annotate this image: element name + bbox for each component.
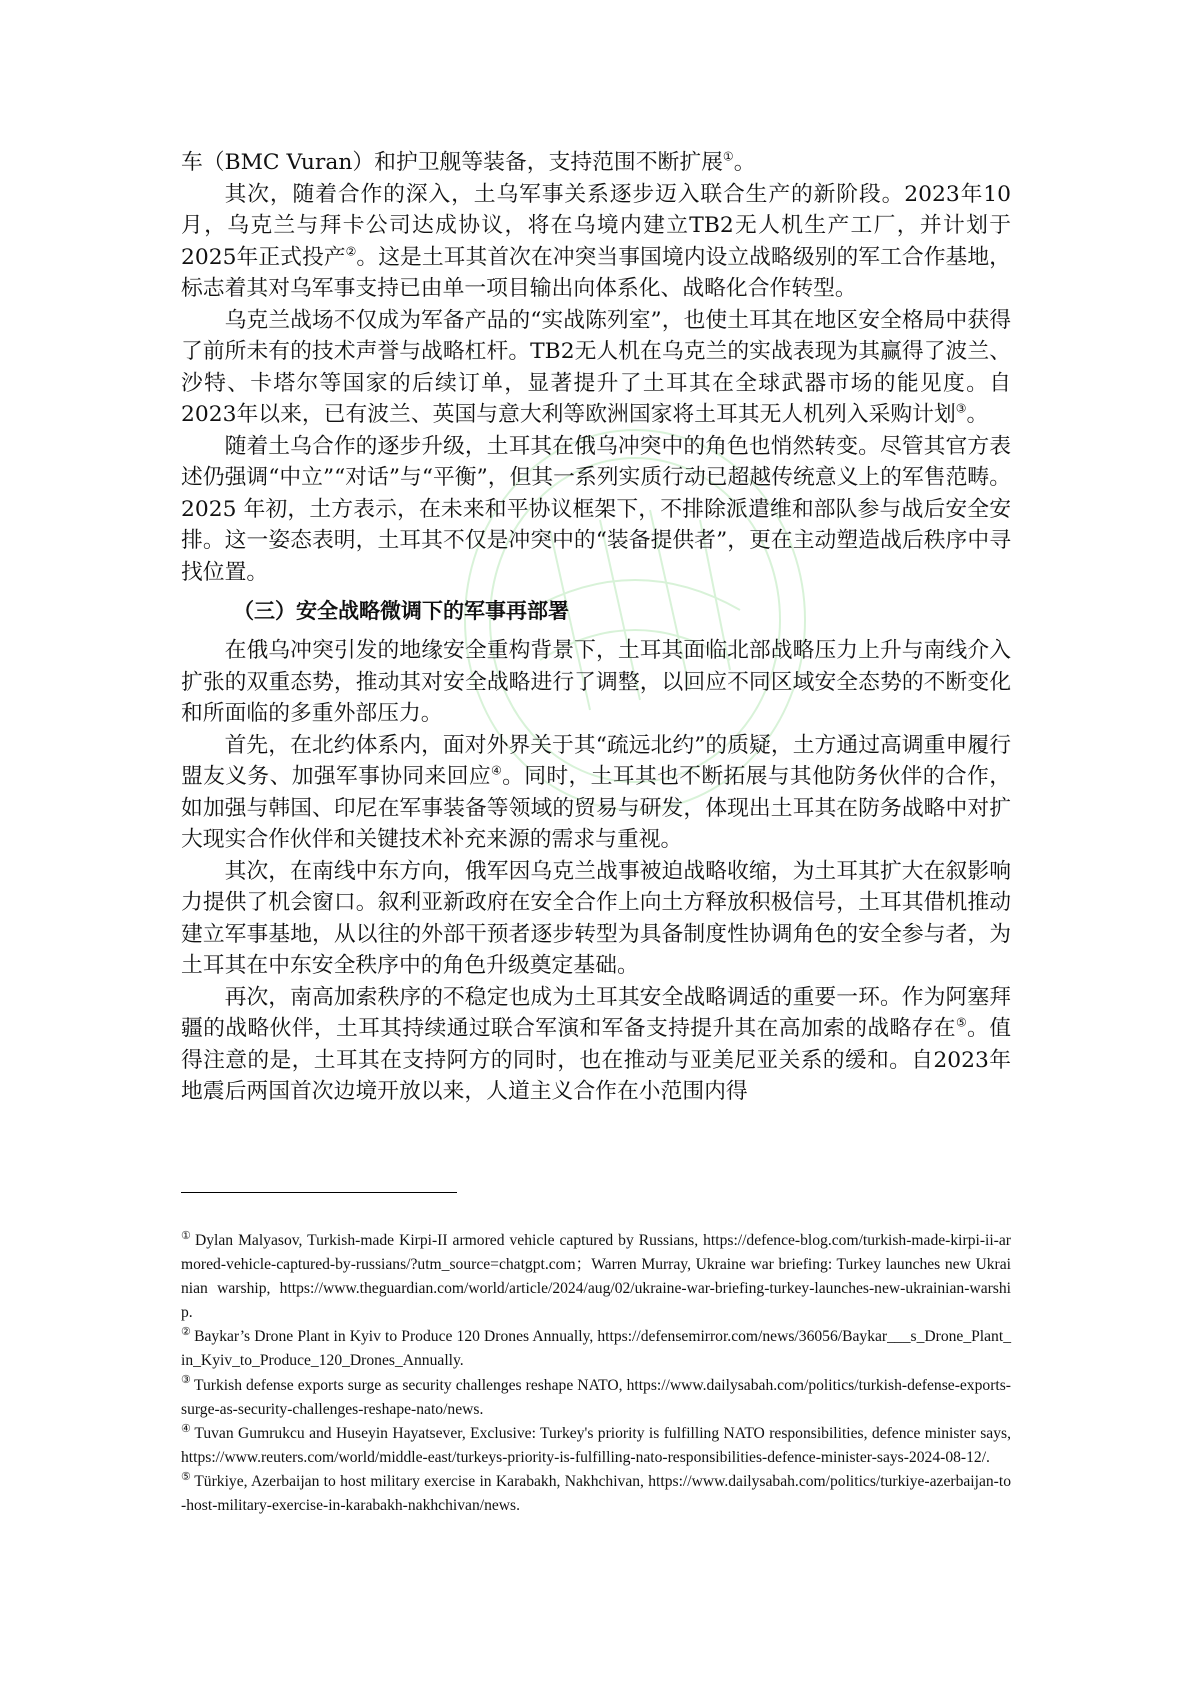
footnote-ref[interactable]: ① xyxy=(722,149,734,164)
body-text xyxy=(181,147,1011,1108)
footnote-mark: ④ xyxy=(181,1422,192,1435)
footnote-text[interactable]: Turkish defense exports surge as security challenges reshape NATO, https://www.dailysabah.com/politics/turkish-defense-exports-surge-as-security-challenges-reshape-nato/news. xyxy=(181,1376,1011,1418)
footnote xyxy=(181,1374,1011,1422)
footnote-text[interactable]: Tuvan Gumrukcu and Huseyin Hayatsever, Exclusive: Turkey's priority is fulfilling NATO responsibilities, defence minister says, https://www.reuters.com/world/middle-east/turkeys-priority-is-fulfilling-nato-responsibilities-defence-minister-says-2024-08-12/. xyxy=(181,1424,1011,1466)
footnote-text[interactable]: Türkiye, Azerbaijan to host military exercise in Karabakh, Nakhchivan, https://www.dailysabah.com/politics/turkiye-azerbaijan-to-host-military-exercise-in-karabakh-nakhchivan/news. xyxy=(181,1472,1011,1515)
paragraph: 随着土乌合作的逐步升级，土耳其在俄乌冲突中的角色也悄然转变。尽管其官方表述仍强调“中立”“对话”与“平衡”，但其一系列实质行动已超越传统意义上的军售范畴。2025 年初，土方表示，在未来和平协议框架下，不排除派遣维和部队参与战后安全安排。这一姿态表明，土耳其不仅是冲突中的“装备提供者”，更在主动塑造战后秩序中寻找位置。 xyxy=(181,433,1011,585)
footnote-mark: ② xyxy=(181,1326,192,1339)
footnote-ref[interactable]: ③ xyxy=(955,401,967,416)
paragraph-continuation: 车（BMC Vuran）和护卫舰等装备，支持范围不断扩展①。 xyxy=(181,149,756,175)
footnote-divider xyxy=(181,1192,457,1193)
paragraph: 其次，随着合作的深入，土乌军事关系逐步迈入联合生产的新阶段。2023年10月，乌克兰与拜卡公司达成协议，将在乌境内建立TB2无人机生产工厂，并计划于2025年正式投产②。这是土耳其首次在冲突当事国境内设立战略级别的军工合作基地，标志着其对乌军事支持已由单一项目输出向体系化、战略化合作转型。 xyxy=(181,181,1011,301)
paragraph: 其次，在南线中东方向，俄军因乌克兰战事被迫战略收缩，为土耳其扩大在叙影响力提供了机会窗口。叙利亚新政府在安全合作上向土方释放积极信号，土耳其借机推动建立军事基地，从以往的外部干预者逐步转型为具备制度性协调角色的安全参与者，为土耳其在中东安全秩序中的角色升级奠定基础。 xyxy=(181,858,1011,978)
section-heading: （三）安全战略微调下的军事再部署 xyxy=(233,599,569,623)
paragraph: 首先，在北约体系内，面对外界关于其“疏远北约”的质疑，土方通过高调重申履行盟友义务、加强军事协同来回应④。同时，土耳其也不断拓展与其他防务伙伴的合作，如加强与韩国、印尼在军事装备等领域的贸易与研发，体现出土耳其在防务战略中对扩大现实合作伙伴和关键技术补充来源的需求与重视。 xyxy=(181,732,1011,852)
footnote xyxy=(181,1422,1011,1470)
footnote xyxy=(181,1229,1011,1325)
paragraph: 在俄乌冲突引发的地缘安全重构背景下，土耳其面临北部战略压力上升与南线介入扩张的双重态势，推动其对安全战略进行了调整，以回应不同区域安全态势的不断变化和所面临的多重外部压力。 xyxy=(181,638,1011,726)
footnote-ref[interactable]: ② xyxy=(345,244,357,259)
footnotes xyxy=(181,1229,1011,1518)
footnote-text[interactable]: Baykar’s Drone Plant in Kyiv to Produce 120 Drones Annually, https://defensemirror.com/news/36056/Baykar___s_Drone_Plant_in_Kyiv_to_Produce_120_Drones_Annually. xyxy=(181,1328,1011,1370)
footnote-mark: ① xyxy=(181,1229,192,1242)
footnote-ref[interactable]: ④ xyxy=(490,763,503,778)
footnote xyxy=(181,1325,1011,1373)
footnote-mark: ⑤ xyxy=(181,1470,192,1483)
footnote-ref[interactable]: ⑤ xyxy=(955,1015,968,1030)
footnote-text[interactable]: Dylan Malyasov, Turkish-made Kirpi-II armored vehicle captured by Russians, https://defence-blog.com/turkish-made-kirpi-ii-armored-vehicle-captured-by-russians/?utm_source=chatgpt.com；Warren Murray, Ukraine war briefing: Turkey launches new Ukrainian warship, https://www.theguardian.com/world/article/2024/aug/02/ukraine-war-briefing-turkey-launches-new-ukrainian-warship. xyxy=(181,1232,1011,1322)
footnote xyxy=(181,1470,1011,1518)
paragraph: 再次，南高加索秩序的不稳定也成为土耳其安全战略调适的重要一环。作为阿塞拜疆的战略伙伴，土耳其持续通过联合军演和军备支持提升其在高加索的战略存在⑤。值得注意的是，土耳其在支持阿方的同时，也在推动与亚美尼亚关系的缓和。自2023年地震后两国首次边境开放以来，人道主义合作在小范围内得 xyxy=(181,984,1011,1104)
footnote-mark: ③ xyxy=(181,1374,192,1387)
paragraph: 乌克兰战场不仅成为军备产品的“实战陈列室”，也使土耳其在地区安全格局中获得了前所未有的技术声誉与战略杠杆。TB2无人机在乌克兰的实战表现为其赢得了波兰、沙特、卡塔尔等国家的后续订单，显著提升了土耳其在全球武器市场的能见度。自2023年以来，已有波兰、英国与意大利等欧洲国家将土耳其无人机列入采购计划③。 xyxy=(181,307,1011,427)
